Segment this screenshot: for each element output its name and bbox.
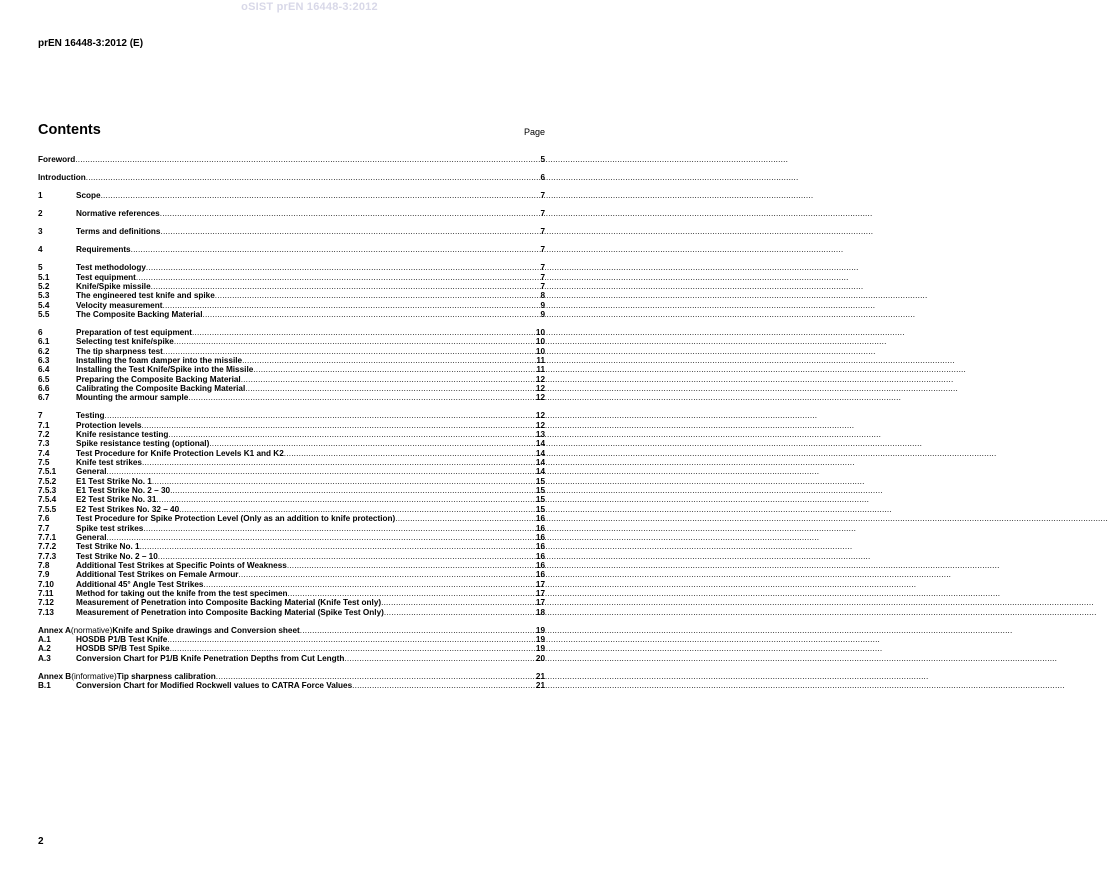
toc-entry-number: 7.4 bbox=[38, 448, 50, 458]
table-of-contents bbox=[38, 155, 545, 690]
toc-entry-number: 7.5.3 bbox=[38, 486, 57, 496]
toc-entry[interactable] bbox=[38, 589, 545, 598]
toc-entry-number: 6.6 bbox=[38, 384, 50, 393]
toc-entry[interactable] bbox=[38, 505, 545, 514]
toc-entry-title: Tip sharpness calibration bbox=[116, 671, 216, 681]
toc-entry[interactable] bbox=[38, 542, 545, 551]
toc-entry-title: HOSDB P1/B Test Knife bbox=[76, 634, 168, 644]
dot-leader bbox=[395, 514, 535, 523]
dot-leader bbox=[216, 672, 535, 681]
dot-leader bbox=[209, 439, 535, 448]
toc-entry-number: 5.1 bbox=[38, 272, 50, 282]
toc-entry-page: 7 bbox=[540, 191, 545, 201]
toc-entry-title: Knife/Spike missile bbox=[76, 281, 151, 291]
toc-entry-number: 6.3 bbox=[38, 355, 50, 365]
toc-entry-page: 14 bbox=[535, 458, 545, 468]
toc-entry-page: 15 bbox=[535, 476, 545, 486]
toc-entry[interactable] bbox=[38, 310, 545, 319]
dot-leader bbox=[142, 421, 535, 430]
dot-leader bbox=[107, 533, 535, 542]
toc-entry-title: Additional 45° Angle Test Strikes bbox=[76, 579, 204, 589]
toc-entry[interactable] bbox=[38, 282, 545, 291]
toc-entry-page: 7 bbox=[540, 227, 545, 237]
toc-entry-title: Method for taking out the knife from the test specimen bbox=[76, 588, 288, 598]
toc-entry[interactable] bbox=[38, 430, 545, 439]
toc-entry[interactable] bbox=[38, 263, 545, 272]
dot-leader bbox=[238, 570, 534, 579]
toc-entry-page: 20 bbox=[535, 653, 545, 663]
toc-entry-page: 18 bbox=[535, 607, 545, 617]
toc-entry[interactable] bbox=[38, 626, 545, 635]
toc-entry-title: Mounting the armour sample bbox=[76, 393, 189, 403]
toc-entry-page: 11 bbox=[536, 355, 545, 365]
toc-entry-page: 12 bbox=[535, 420, 545, 430]
toc-entry-title: Testing bbox=[76, 411, 105, 421]
toc-entry-title: General bbox=[76, 467, 107, 477]
toc-entry-number: 5.2 bbox=[38, 281, 50, 291]
toc-entry-title: Additional Test Strikes on Female Armour bbox=[76, 570, 239, 580]
toc-entry[interactable] bbox=[38, 375, 545, 384]
toc-entry[interactable] bbox=[38, 654, 545, 663]
toc-entry-title: The tip sharpness test bbox=[76, 346, 163, 356]
toc-entry-page: 7 bbox=[540, 272, 545, 282]
toc-entry[interactable] bbox=[38, 458, 545, 467]
toc-entry-title: Additional Test Strikes at Specific Points of Weakness bbox=[76, 560, 287, 570]
toc-entry-page: 7 bbox=[540, 263, 545, 273]
toc-entry[interactable] bbox=[38, 273, 545, 282]
toc-entry-page: 6 bbox=[540, 173, 545, 183]
toc-entry-title: Calibrating the Composite Backing Material bbox=[76, 384, 246, 393]
toc-entry-number: 6.4 bbox=[38, 365, 50, 375]
toc-entry-title: Knife resistance testing bbox=[76, 430, 169, 440]
toc-entry-title: Conversion Chart for P1/B Knife Penetration Depths from Cut Length bbox=[76, 653, 345, 663]
toc-entry-page: 17 bbox=[535, 598, 545, 608]
toc-entry-number: 7.2 bbox=[38, 430, 50, 440]
toc-entry-number: 6.7 bbox=[38, 393, 50, 403]
toc-entry-page: 21 bbox=[535, 681, 545, 691]
toc-entry-page: 12 bbox=[535, 411, 545, 421]
toc-entry-page: 7 bbox=[540, 281, 545, 291]
toc-entry[interactable] bbox=[38, 301, 545, 310]
toc-entry[interactable] bbox=[38, 467, 545, 476]
toc-entry-number: 2 bbox=[38, 209, 43, 219]
dot-leader bbox=[344, 654, 535, 663]
contents-title: Contents bbox=[38, 122, 101, 138]
toc-entry[interactable] bbox=[38, 328, 545, 337]
toc-entry[interactable] bbox=[38, 552, 545, 561]
toc-entry-title: Requirements bbox=[76, 245, 131, 255]
toc-entry-title: Selecting test knife/spike bbox=[76, 337, 174, 347]
dot-leader bbox=[215, 291, 540, 300]
toc-entry-number: 7.1 bbox=[38, 420, 50, 430]
page-column-label: Page bbox=[524, 127, 546, 137]
toc-entry[interactable] bbox=[38, 533, 545, 542]
toc-entry-number: 6.2 bbox=[38, 346, 50, 356]
toc-entry[interactable] bbox=[38, 227, 545, 236]
toc-entry-title: Scope bbox=[76, 191, 101, 201]
dot-leader bbox=[241, 375, 535, 384]
toc-entry[interactable] bbox=[38, 356, 545, 365]
watermark: oSIST prEN 16448-3:2012 bbox=[241, 1, 378, 13]
toc-entry-page: 9 bbox=[540, 309, 545, 319]
toc-annex-type: (normative) bbox=[70, 625, 113, 635]
dot-leader bbox=[253, 365, 535, 374]
toc-entry-page: 16 bbox=[535, 514, 545, 524]
toc-entry-number: 5.3 bbox=[38, 291, 50, 301]
toc-entry-page: 19 bbox=[535, 644, 545, 654]
dot-leader bbox=[136, 273, 540, 282]
toc-entry-title: E2 Test Strike No. 31 bbox=[76, 495, 157, 505]
toc-entry-page: 14 bbox=[535, 467, 545, 477]
dot-leader bbox=[142, 458, 535, 467]
dot-leader bbox=[143, 524, 535, 533]
toc-entry-page: 14 bbox=[535, 439, 545, 449]
toc-entry-title: Spike test strikes bbox=[76, 523, 144, 533]
dot-leader bbox=[163, 347, 535, 356]
toc-entry-page: 9 bbox=[540, 300, 545, 310]
toc-entry-page: 13 bbox=[535, 430, 545, 440]
toc-entry[interactable] bbox=[38, 598, 545, 607]
toc-entry-number: A.2 bbox=[38, 644, 51, 654]
toc-entry-title: E1 Test Strike No. 2 – 30 bbox=[76, 486, 171, 496]
toc-entry-title: Preparation of test equipment bbox=[76, 327, 193, 337]
toc-entry-title: Protection levels bbox=[76, 420, 142, 430]
dot-leader bbox=[192, 328, 535, 337]
toc-entry-page: 19 bbox=[535, 625, 545, 635]
toc-entry-title: Test Procedure for Spike Protection Level (Only as an addition to knife protection) bbox=[76, 514, 396, 524]
toc-entry-title: Terms and definitions bbox=[76, 227, 161, 237]
toc-entry-title: Velocity measurement bbox=[76, 300, 163, 310]
dot-leader bbox=[107, 467, 535, 476]
dot-leader bbox=[202, 310, 539, 319]
toc-entry[interactable] bbox=[38, 347, 545, 356]
toc-entry-page: 11 bbox=[536, 365, 545, 375]
toc-entry-number: Introduction bbox=[38, 173, 86, 183]
toc-entry-page: 14 bbox=[535, 448, 545, 458]
dot-leader bbox=[86, 173, 540, 182]
toc-entry-number: 7.6 bbox=[38, 514, 50, 524]
dot-leader bbox=[352, 681, 535, 690]
toc-entry[interactable] bbox=[38, 384, 545, 393]
toc-entry-title: Test methodology bbox=[76, 263, 146, 273]
toc-entry-page: 12 bbox=[535, 374, 545, 384]
toc-entry[interactable] bbox=[38, 365, 545, 374]
toc-entry-number: 7.3 bbox=[38, 439, 50, 449]
toc-entry-title: Conversion Chart for Modified Rockwell values to CATRA Force Values bbox=[76, 681, 353, 691]
toc-entry-number: 7.5.4 bbox=[38, 495, 57, 505]
toc-entry-number: 7.7.1 bbox=[38, 532, 57, 542]
dot-leader bbox=[170, 486, 535, 495]
toc-entry-title: Measurement of Penetration into Composite Backing Material (Knife Test only) bbox=[76, 598, 382, 608]
toc-entry[interactable] bbox=[38, 291, 545, 300]
toc-entry[interactable] bbox=[38, 495, 545, 504]
toc-entry-title: Knife test strikes bbox=[76, 458, 142, 468]
dot-leader bbox=[381, 598, 535, 607]
toc-entry-page: 7 bbox=[540, 209, 545, 219]
toc-entry-number: 5.5 bbox=[38, 309, 50, 319]
dot-leader bbox=[146, 263, 540, 272]
toc-entry[interactable] bbox=[38, 672, 545, 681]
toc-entry[interactable] bbox=[38, 337, 545, 346]
toc-entry-page: 10 bbox=[535, 327, 545, 337]
toc-entry[interactable] bbox=[38, 209, 545, 218]
toc-entry-title: Spike resistance testing (optional) bbox=[76, 439, 210, 449]
dot-leader bbox=[245, 384, 535, 393]
toc-entry-page: 16 bbox=[535, 532, 545, 542]
toc-entry-number: B.1 bbox=[38, 681, 51, 691]
toc-entry[interactable] bbox=[38, 635, 545, 644]
toc-entry-number: 7 bbox=[38, 411, 43, 421]
toc-entry-page: 15 bbox=[535, 486, 545, 496]
toc-entry[interactable] bbox=[38, 608, 545, 617]
toc-entry-number: 7.7.2 bbox=[38, 542, 57, 552]
toc-entry-number: 7.5.5 bbox=[38, 504, 57, 514]
toc-entry-page: 15 bbox=[535, 504, 545, 514]
toc-entry-title: HOSDB SP/B Test Spike bbox=[76, 644, 170, 654]
toc-entry-number: 1 bbox=[38, 191, 43, 201]
toc-entry[interactable] bbox=[38, 155, 545, 164]
toc-entry[interactable] bbox=[38, 191, 545, 200]
dot-leader bbox=[288, 589, 535, 598]
toc-entry-number: 7.8 bbox=[38, 560, 50, 570]
toc-entry-page: 10 bbox=[535, 346, 545, 356]
dot-leader bbox=[384, 608, 535, 617]
toc-entry-number: 7.10 bbox=[38, 579, 54, 589]
dot-leader bbox=[101, 191, 540, 200]
dot-leader bbox=[158, 552, 535, 561]
toc-entry-page: 12 bbox=[535, 384, 545, 393]
toc-entry-title: Test Strike No. 2 – 10 bbox=[76, 551, 158, 561]
toc-entry[interactable] bbox=[38, 477, 545, 486]
dot-leader bbox=[170, 644, 535, 653]
toc-entry-page: 12 bbox=[535, 393, 545, 403]
dot-leader bbox=[168, 430, 535, 439]
toc-entry-title: Knife and Spike drawings and Conversion sheet bbox=[112, 625, 300, 635]
dot-leader bbox=[160, 227, 539, 236]
toc-entry-number: A.1 bbox=[38, 634, 51, 644]
dot-leader bbox=[152, 477, 535, 486]
dot-leader bbox=[131, 245, 540, 254]
toc-entry-page: 16 bbox=[535, 560, 545, 570]
toc-entry-page: 7 bbox=[540, 245, 545, 255]
toc-entry-number: 5.4 bbox=[38, 300, 50, 310]
toc-entry[interactable] bbox=[38, 411, 545, 420]
toc-entry-page: 19 bbox=[535, 634, 545, 644]
dot-leader bbox=[203, 580, 534, 589]
toc-entry[interactable] bbox=[38, 514, 545, 523]
dot-leader bbox=[188, 393, 535, 402]
toc-entry-number: 7.7.3 bbox=[38, 551, 57, 561]
toc-entry[interactable] bbox=[38, 393, 545, 402]
toc-entry-page: 5 bbox=[540, 155, 545, 164]
toc-entry-number: 7.5 bbox=[38, 458, 50, 468]
dot-leader bbox=[151, 282, 540, 291]
document-id: prEN 16448-3:2012 (E) bbox=[38, 38, 144, 49]
toc-entry-page: 15 bbox=[535, 495, 545, 505]
toc-entry-page: 16 bbox=[535, 523, 545, 533]
toc-entry-number: 6.1 bbox=[38, 337, 50, 347]
toc-entry-title: Installing the foam damper into the missile bbox=[76, 355, 243, 365]
toc-entry[interactable] bbox=[38, 580, 545, 589]
toc-entry-title: Test Procedure for Knife Protection Levels K1 and K2 bbox=[76, 448, 284, 458]
toc-entry-number: 6.5 bbox=[38, 374, 50, 384]
toc-annex-type: (informative) bbox=[71, 671, 117, 681]
toc-entry[interactable] bbox=[38, 681, 545, 690]
toc-entry-number: 7.9 bbox=[38, 570, 50, 580]
toc-entry-title: E1 Test Strike No. 1 bbox=[76, 476, 152, 486]
toc-entry[interactable] bbox=[38, 245, 545, 254]
toc-entry[interactable] bbox=[38, 486, 545, 495]
dot-leader bbox=[167, 635, 535, 644]
toc-entry-page: 21 bbox=[535, 671, 545, 681]
toc-entry-page: 16 bbox=[535, 551, 545, 561]
toc-entry-number: 4 bbox=[38, 245, 43, 255]
toc-entry-number: 7.7 bbox=[38, 523, 50, 533]
dot-leader bbox=[140, 542, 535, 551]
toc-entry-title: Preparing the Composite Backing Material bbox=[76, 374, 241, 384]
toc-entry[interactable] bbox=[38, 570, 545, 579]
toc-entry-number: A.3 bbox=[38, 653, 51, 663]
toc-entry-page: 8 bbox=[540, 291, 545, 301]
toc-entry-number: 7.11 bbox=[38, 588, 54, 598]
toc-entry[interactable] bbox=[38, 173, 545, 182]
toc-entry-number: 7.5.1 bbox=[38, 467, 57, 477]
dot-leader bbox=[105, 411, 535, 420]
toc-entry-number: 5 bbox=[38, 263, 43, 273]
toc-entry-title: Measurement of Penetration into Composite Backing Material (Spike Test Only) bbox=[76, 607, 384, 617]
toc-entry[interactable] bbox=[38, 421, 545, 430]
toc-entry-page: 10 bbox=[535, 337, 545, 347]
toc-entry-title: Test Strike No. 1 bbox=[76, 542, 140, 552]
toc-entry-title: The Composite Backing Material bbox=[76, 309, 203, 319]
dot-leader bbox=[284, 449, 535, 458]
toc-entry-title: Test equipment bbox=[76, 272, 136, 282]
toc-entry-number: 7.12 bbox=[38, 598, 54, 608]
toc-entry-title: Installing the Test Knife/Spike into the Missile bbox=[76, 365, 254, 375]
page-number: 2 bbox=[38, 836, 44, 847]
toc-entry-number: Annex A bbox=[38, 625, 71, 635]
dot-leader bbox=[287, 561, 535, 570]
dot-leader bbox=[156, 495, 534, 504]
toc-entry-title: The engineered test knife and spike bbox=[76, 291, 215, 301]
toc-entry-page: 16 bbox=[535, 542, 545, 552]
toc-entry-number: 6 bbox=[38, 327, 43, 337]
toc-entry-number: 7.5.2 bbox=[38, 476, 57, 486]
toc-entry[interactable] bbox=[38, 644, 545, 653]
toc-entry[interactable] bbox=[38, 449, 545, 458]
toc-entry-number: Foreword bbox=[38, 155, 76, 164]
toc-entry[interactable] bbox=[38, 524, 545, 533]
toc-entry-title: General bbox=[76, 532, 107, 542]
toc-entry[interactable] bbox=[38, 561, 545, 570]
dot-leader bbox=[162, 301, 539, 310]
toc-entry-number: 3 bbox=[38, 227, 43, 237]
toc-entry-number: 7.13 bbox=[38, 607, 54, 617]
toc-entry-page: 17 bbox=[535, 579, 545, 589]
toc-entry-page: 16 bbox=[535, 570, 545, 580]
dot-leader bbox=[75, 155, 539, 164]
toc-entry-page: 17 bbox=[535, 588, 545, 598]
dot-leader bbox=[179, 505, 535, 514]
toc-entry-number: Annex B bbox=[38, 671, 72, 681]
dot-leader bbox=[300, 626, 535, 635]
dot-leader bbox=[160, 209, 540, 218]
toc-entry[interactable] bbox=[38, 439, 545, 448]
dot-leader bbox=[242, 356, 535, 365]
toc-entry-title: Normative references bbox=[76, 209, 160, 219]
dot-leader bbox=[174, 337, 535, 346]
toc-entry-title: E2 Test Strikes No. 32 – 40 bbox=[76, 504, 180, 514]
